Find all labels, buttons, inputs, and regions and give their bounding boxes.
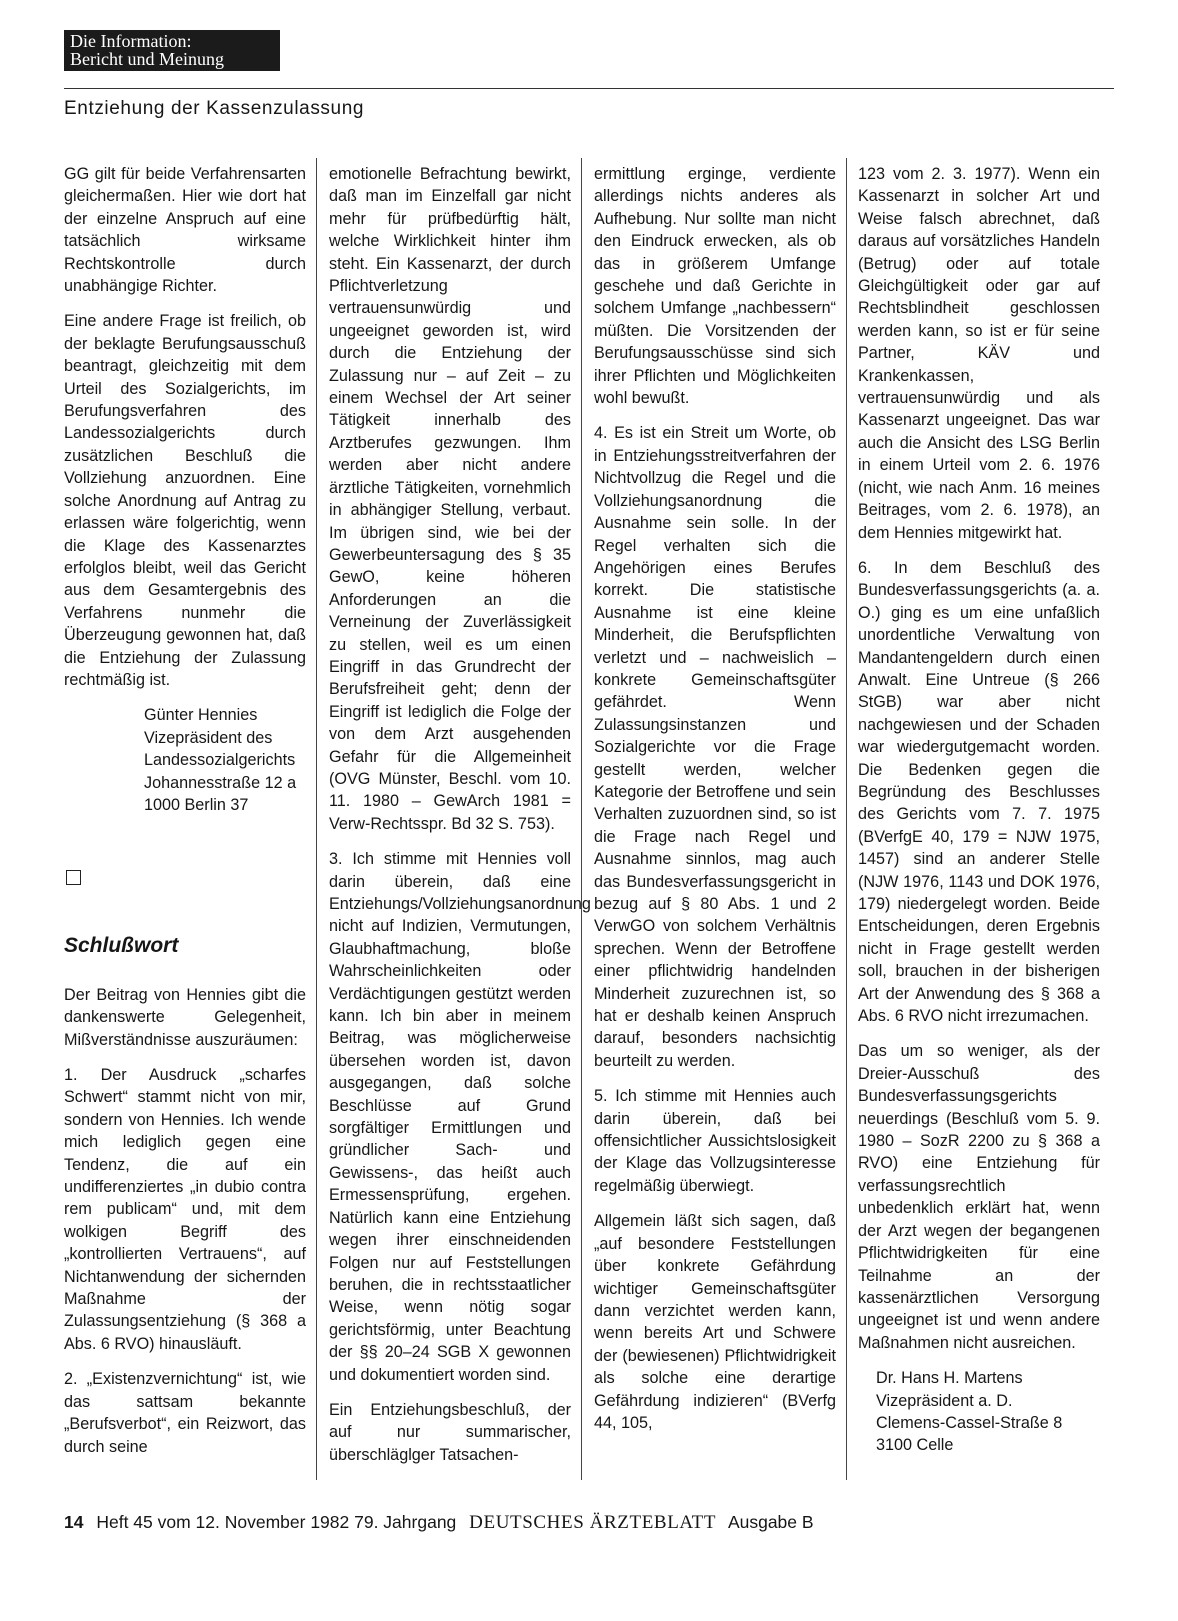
- paragraph: 3. Ich stimme mit Hennies voll darin überein, daß eine Entziehungs/Vollziehungsanordnung nicht auf Indizien, Vermutungen, Glaubhaftmachung, bloße Wahrscheinlichkeiten oder Verdächtigungen gestützt werden kann. Ich bin aber in meinem Beitrag, was möglicherweise übersehen worden ist, davon ausgegangen, daß solche Beschlüsse auf Grund sorgfältiger Ermittlungen und gründlicher Sach- und Gewissens-, das heißt auch Ermessensprüfung, ergehen. Natürlich kann eine Entziehung wegen ihrer einschneidenden Folgen nur auf Feststellungen beruhen, die in rechtsstaatlicher Weise, wenn nötig sogar gerichtsförmig, unter Beachtung der §§ 20–24 SGB X gewonnen und dokumentiert worden sind.: [329, 850, 591, 1384]
- paragraph: 5. Ich stimme mit Hennies auch darin überein, daß bei offensichtlicher Aussichtslosigkeit der Klage das Vollzugsinteresse regelmäßig überwiegt.: [594, 1087, 836, 1195]
- author-city: 1000 Berlin 37: [144, 795, 249, 814]
- paragraph: ermittlung erginge, verdiente allerdings nichts anderes als Aufhebung. Nur sollte man nicht den Eindruck erwecken, als ob das in größerem Umfange geschehe und daß Gerichte in solchem Umfange „nachbessern“ müßten. Die Vorsitzenden der Berufungsausschüsse sind sich ihrer Pflichten und Möglichkeiten wohl bewußt.: [594, 165, 836, 408]
- paragraph: GG gilt für beide Verfahrensarten gleichermaßen. Hier wie dort hat der einzelne Anspruch auf eine tatsächlich wirksame Rechtskontrolle durch unabhängige Richter.: [64, 165, 306, 296]
- section-label-line2: Bericht und Meinung: [70, 49, 224, 69]
- paragraph: 2. „Existenzvernichtung“ ist, wie das sattsam bekannte „Berufsverbot“, ein Reizwort, das durch seine: [64, 1370, 306, 1456]
- column-divider: [581, 158, 582, 1480]
- page-number: 14: [64, 1512, 84, 1532]
- journal-name: DEUTSCHES ÄRZTEBLATT: [469, 1512, 717, 1533]
- page-footer: [64, 1512, 814, 1534]
- author-institution: Landessozialgerichts: [144, 751, 296, 770]
- section-label: [64, 30, 280, 71]
- author-name: Dr. Hans H. Martens: [876, 1369, 1023, 1388]
- end-of-article-square-icon: [66, 870, 81, 885]
- column-divider: [846, 158, 847, 1480]
- paragraph: 1. Der Ausdruck „scharfes Schwert“ stammt nicht von mir, sondern von Hennies. Ich wende mich lediglich gegen eine Tendenz, die auf ein undifferenziertes „in dubio contra rem publicam“ und, mit dem wolkigen Begriff des „kontrollierten Vertrauens“, auf Nichtanwendung der sichernden Maßnahme der Zulassungsentziehung (§ 368 a Abs. 6 RVO) hinausläuft.: [64, 1066, 306, 1353]
- text-column-2: [329, 163, 591, 1479]
- paragraph: 4. Es ist ein Streit um Worte, ob in Entziehungsstreitverfahren der Nichtvollzug die Regel und die Vollziehungsanordnung die Ausnahme sein solle. In der Regel verhalten sich die Angehörigen eines Berufes korrekt. Die statistische Ausnahme ist eine kleine Minderheit, die Berufspflichten verletzt und – nachweislich – konkrete Gemeinschaftsgüter gefährdet. Wenn Zulassungsinstanzen und Sozialgerichte vor die Frage gestellt werden, welcher Kategorie der Betroffene und sein Verhalten zuzuordnen sind, so ist die Frage nach Regel und Ausnahme sinnlos, mag auch das Bundesverfassungsgericht in bezug auf § 80 Abs. 1 und 2 VerwGO von solchem Verhältnis sprechen. Wenn der Betroffene einer pflichtwidrig handelnden Minderheit zuzurechnen ist, so hat er deshalb keinen Anspruch darauf, besonders nachsichtig beurteilt zu werden.: [594, 424, 836, 1070]
- author-street: Johannesstraße 12 a: [144, 773, 297, 792]
- author-title: Vizepräsident des: [144, 728, 273, 747]
- author-street: Clemens-Cassel-Straße 8: [876, 1413, 1063, 1432]
- paragraph: Eine andere Frage ist freilich, ob der beklagte Berufungsausschuß beantragt, gleichzeitig mit dem Urteil des Sozialgerichts, im Berufungsverfahren des Landessozialgerichts durch zusätzlichen Beschluß die Vollziehung anzuordnen. Eine solche Anordnung auf Antrag zu erlassen wäre folgerichtig, wenn die Klage des Kassenarztes erfolglos bleibt, weil das Gericht aus dem Gesamtergebnis des Verfahrens nunmehr die Überzeugung gewonnen hat, daß die Entziehung der Zulassung rechtmäßig ist.: [64, 312, 306, 689]
- paragraph: Der Beitrag von Hennies gibt die dankenswerte Gelegenheit, Mißverständnisse auszuräumen:: [64, 985, 306, 1049]
- paragraph: emotionelle Befrachtung bewirkt, daß man im Einzelfall gar nicht mehr für prüfbedürftig hält, welche Wirklichkeit hinter ihm steht. Ein Kassenarzt, der durch Pflichtverletzung vertrauensunwürdig und ungeeignet geworden ist, wird durch die Entziehung der Zulassung nur – auf Zeit – zu einem Wechsel der Art seiner Tätigkeit innerhalb des Arztberufes gezwungen. Ihm werden aber nicht andere ärztliche Tätigkeiten, vornehmlich in abhängiger Stellung, verbaut. Im übrigen sind, wie bei der Gewerbeuntersagung des § 35 GewO, keine höheren Anforderungen an die Verneinung der Zuverlässigkeit zu stellen, weil es um einen Eingriff in das Grundrecht der Berufsfreiheit geht; denn der Eingriff ist lediglich die Folge der von dem Arzt ausgehenden Gefahr für die Allgemeinheit (OVG Münster, Beschl. vom 10. 11. 1980 – GewArch 1981 = Verw-Rechtsspr. Bd 32 S. 753).: [329, 165, 571, 833]
- text-column-3: [594, 163, 836, 1447]
- author-name: Günter Hennies: [144, 706, 258, 725]
- author-signature: [64, 704, 306, 816]
- author-city: 3100 Celle: [876, 1436, 954, 1455]
- column-divider: [316, 158, 317, 1480]
- section-heading: Schlußwort: [64, 934, 179, 958]
- text-column-1: [64, 163, 306, 1471]
- author-signature: [858, 1367, 1100, 1457]
- paragraph: Ein Entziehungsbeschluß, der auf nur summarischer, überschläglger Tatsachen-: [329, 1400, 571, 1464]
- article-subject: Entziehung der Kassenzulassung: [64, 98, 365, 119]
- issue-info: Heft 45 vom 12. November 1982 79. Jahrgang: [96, 1512, 457, 1532]
- edition-label: Ausgabe B: [727, 1512, 814, 1532]
- paragraph: 123 vom 2. 3. 1977). Wenn ein Kassenarzt in solcher Art und Weise falsch abrechnet, daß daraus auf vorsätzliches Handeln (Betrug) oder auf totale Gleichgültigkeit oder gar auf Rechtsblindheit geschlossen werden kann, so ist er für seine Partner, KÄV und Krankenkassen, vertrauensunwürdig und als Kassenarzt ungeeignet. Das war auch die Ansicht des LSG Berlin in einem Urteil vom 2. 6. 1976 (nicht, wie nach Anm. 16 meines Beitrages, vom 2. 6. 1978), an dem Hennies mitgewirkt hat.: [858, 165, 1100, 542]
- paragraph: 6. In dem Beschluß des Bundesverfassungsgerichts (a. a. O.) ging es um eine unfaßlich unordentliche Verwaltung von Mandantengeldern durch einen Anwalt. Eine Untreue (§ 266 StGB) war aber nicht nachgewiesen und der Schaden war wiedergutgemacht worden. Die Bedenken gegen die Begründung des Beschlusses des Gerichts vom 7. 7. 1975 (BVerfgE 40, 179 = NJW 1975, 1457) sind an anderer Stelle (NJW 1976, 1143 und DOK 1976, 179) niedergelegt worden. Beide Entscheidungen, deren Ergebnis nicht in Frage gestellt werden soll, brauchen in der bisherigen Art der Anwendung des § 368 a Abs. 6 RVO nicht irrezumachen.: [858, 558, 1100, 1026]
- paragraph: Allgemein läßt sich sagen, daß „auf besondere Feststellungen über konkrete Gefährdung wichtiger Gemeinschaftsgüter dann verzichtet werden kann, wenn bereits Art und Schwere der (bewiesenen) Pflichtwidrigkeit als solche eine derartige Gefährdung indizieren“ (BVerfg 44, 105,: [594, 1212, 836, 1432]
- section-label-line1: Die Information:: [70, 31, 192, 51]
- text-column-4: [858, 163, 1100, 1457]
- header-rule: [64, 88, 1114, 89]
- paragraph: Das um so weniger, als der Dreier-Ausschuß des Bundesverfassungsgerichts neuerdings (Beschluß vom 5. 9. 1980 – SozR 2200 zu § 368 a RVO) eine Entziehung für verfassungsrechtlich unbedenklich erklärt hat, wenn der Arzt wegen der begangenen Pflichtwidrigkeiten für eine Teilnahme an der kassenärztlichen Versorgung ungeeignet ist und wenn andere Maßnahmen nicht ausreichen.: [858, 1042, 1100, 1352]
- author-title: Vizepräsident a. D.: [876, 1391, 1013, 1410]
